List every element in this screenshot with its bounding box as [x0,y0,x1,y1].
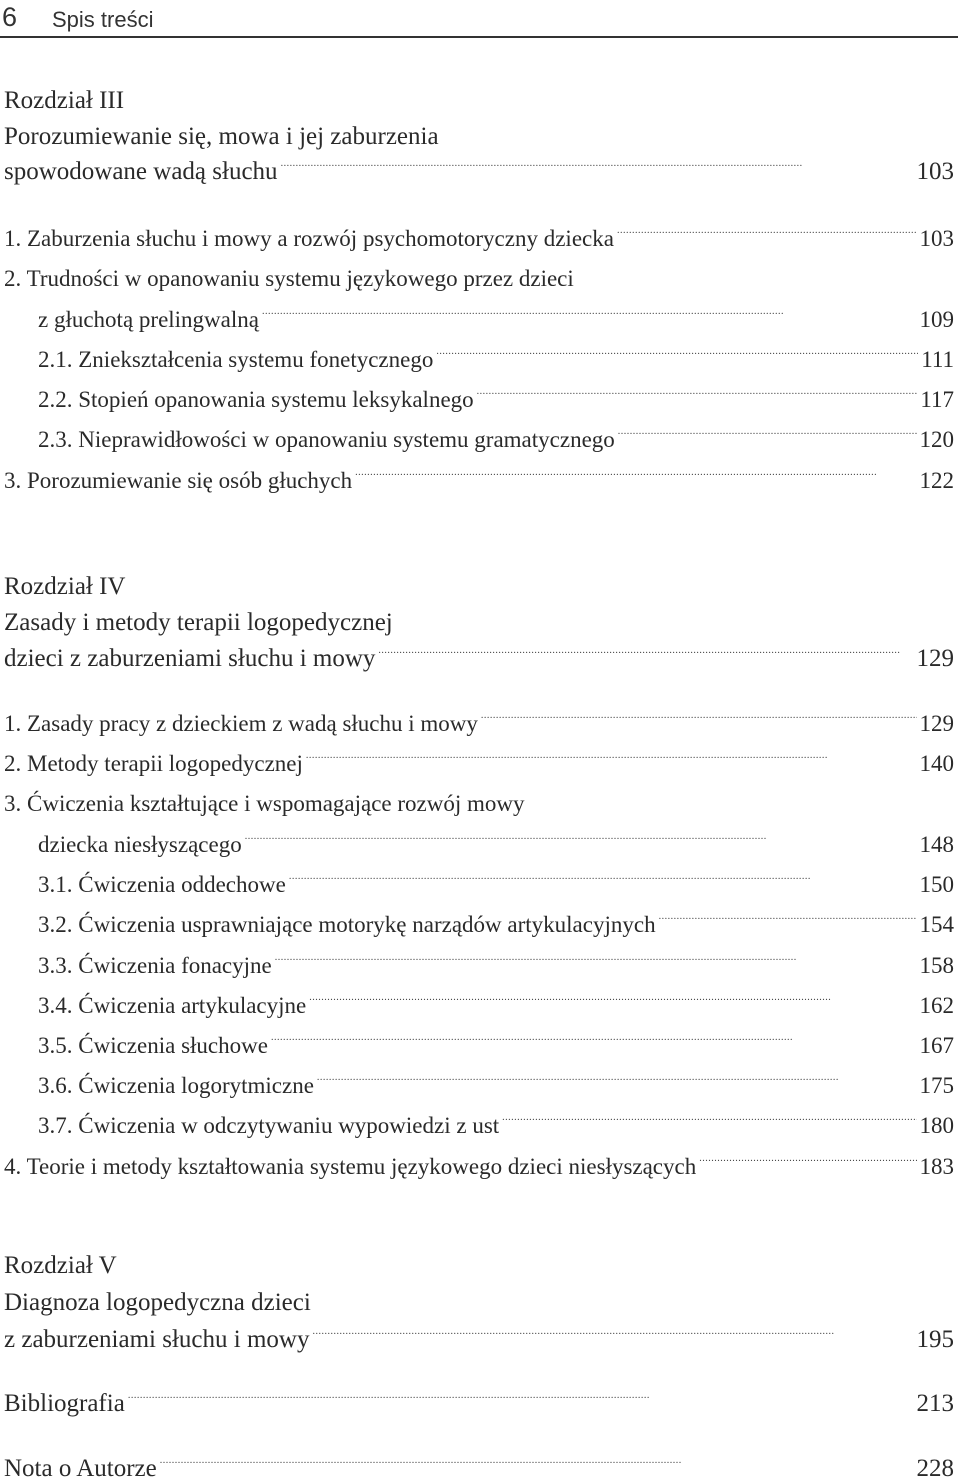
dot-leader [271,1033,917,1053]
dot-leader [617,226,917,246]
entry-text: 3.6. Ćwiczenia logorytmiczne [38,1073,314,1098]
toc-entry[interactable] [4,709,954,739]
entry-text: 4. Teorie i metody kształtowania systemu językowego dzieci niesłyszących [4,1154,697,1179]
entry-text: dziecka niesłyszącego [38,832,242,857]
page-ref: 154 [919,912,954,937]
dot-leader [275,953,917,973]
entry-text: Bibliografia [4,1390,125,1417]
entry-text: 3.1. Ćwiczenia oddechowe [38,872,286,897]
dot-leader [160,1456,914,1476]
page-ref: 148 [919,832,954,857]
entry-text: 2.3. Nieprawidłowości w opanowaniu systemu gramatycznego [38,427,615,452]
dot-leader [436,347,918,367]
dot-leader [306,751,917,771]
entry-text: Nota o Autorze [4,1455,157,1482]
dot-leader [699,1154,916,1174]
toc-entry[interactable] [38,1031,954,1061]
toc-entry[interactable] [4,466,954,496]
toc-entry[interactable] [38,870,954,900]
chapter-title: dzieci z zaburzeniami słuchu i mowy [4,645,376,672]
dot-leader [502,1113,916,1133]
toc-entry[interactable] [38,830,954,860]
toc-entry[interactable] [4,157,954,187]
toc-entry[interactable] [38,425,954,455]
page-ref: 213 [916,1390,954,1417]
page-ref: 150 [919,872,954,897]
chapter-title: Diagnoza logopedyczna dzieci [4,1289,311,1316]
chapter-title: Zasady i metody terapii logopedycznej [4,609,393,636]
dot-leader [481,711,917,731]
chapter-title: Porozumiewanie się, mowa i jej zaburzenia [4,123,439,150]
page-ref: 120 [919,427,954,452]
entry-text: 3.5. Ćwiczenia słuchowe [38,1033,268,1058]
toc-entry[interactable] [38,951,954,981]
entry-text: 1. Zasady pracy z dzieckiem z wadą słuchu i mowy [4,711,478,736]
page-ref: 167 [919,1033,954,1058]
chapter-label: Rozdział V [4,1252,117,1279]
dot-leader [289,872,917,892]
toc-entry[interactable] [38,1111,954,1141]
dot-leader [309,993,916,1013]
entry-text: 3.7. Ćwiczenia w odczytywaniu wypowiedzi z ust [38,1113,500,1138]
page-ref: 117 [920,387,954,412]
toc-entry[interactable] [4,1454,954,1484]
dot-leader [245,832,917,852]
entry-text: 2. Metody terapii logopedycznej [4,751,303,776]
page-ref: 162 [919,993,954,1018]
page-ref: 180 [919,1113,954,1138]
toc-entry[interactable] [38,1071,954,1101]
dot-leader [281,159,914,179]
entry-text: 1. Zaburzenia słuchu i mowy a rozwój psychomotoryczny dziecka [4,226,614,251]
entry-text: 3. Porozumiewanie się osób głuchych [4,468,353,493]
dot-leader [659,912,917,932]
dot-leader [618,427,917,447]
toc-entry[interactable] [4,1152,954,1182]
entry-text: 3.4. Ćwiczenia artykulacyjne [38,993,307,1018]
dot-leader [477,387,918,407]
toc-entry[interactable] [4,1325,954,1355]
dot-leader [317,1073,917,1093]
chapter-title: spowodowane wadą słuchu [4,158,278,185]
toc-entry[interactable] [4,1389,954,1419]
page-ref: 103 [916,158,954,185]
toc-entry[interactable] [38,991,954,1021]
page-ref: 103 [919,226,954,251]
page-ref: 183 [919,1154,954,1179]
page-ref: 140 [919,751,954,776]
page-ref: 129 [919,711,954,736]
entry-text: 2.2. Stopień opanowania systemu leksykalnego [38,387,474,412]
chapter-title: z zaburzeniami słuchu i mowy [4,1326,310,1353]
toc-entry[interactable] [38,345,954,375]
page-ref: 122 [919,468,954,493]
entry-text: 2. Trudności w opanowaniu systemu językowego przez dzieci [4,266,574,291]
toc-entry[interactable] [38,910,954,940]
toc-entry[interactable] [38,385,954,415]
chapter-label: Rozdział IV [4,573,126,600]
entry-text: 3. Ćwiczenia kształtujące i wspomagające rozwój mowy [4,791,525,816]
page-ref: 175 [919,1073,954,1098]
toc-entry [4,264,954,294]
page-header [0,0,958,38]
toc-entry[interactable] [38,305,954,335]
toc-entry[interactable] [4,644,954,674]
entry-text: 2.1. Zniekształcenia systemu fonetycznego [38,347,434,372]
page-ref: 158 [919,953,954,978]
entry-text: z głuchotą prelingwalną [38,307,259,332]
page-ref: 109 [919,307,954,332]
dot-leader [378,646,913,666]
running-title: Spis treści [52,7,154,32]
page-number: 6 [2,2,18,32]
page-ref: 195 [916,1326,954,1353]
toc-entry[interactable] [4,224,954,254]
toc-entry[interactable] [4,749,954,779]
dot-leader [262,307,917,327]
dot-leader [355,468,916,488]
dot-leader [128,1391,914,1411]
entry-text: 3.3. Ćwiczenia fonacyjne [38,953,272,978]
toc-entry [4,789,954,819]
entry-text: 3.2. Ćwiczenia usprawniające motorykę narządów artykulacyjnych [38,912,656,937]
chapter-label: Rozdział III [4,87,125,114]
page-ref: 129 [916,645,954,672]
dot-leader [312,1327,913,1347]
page-ref: 111 [921,347,954,372]
page-ref: 228 [916,1455,954,1482]
